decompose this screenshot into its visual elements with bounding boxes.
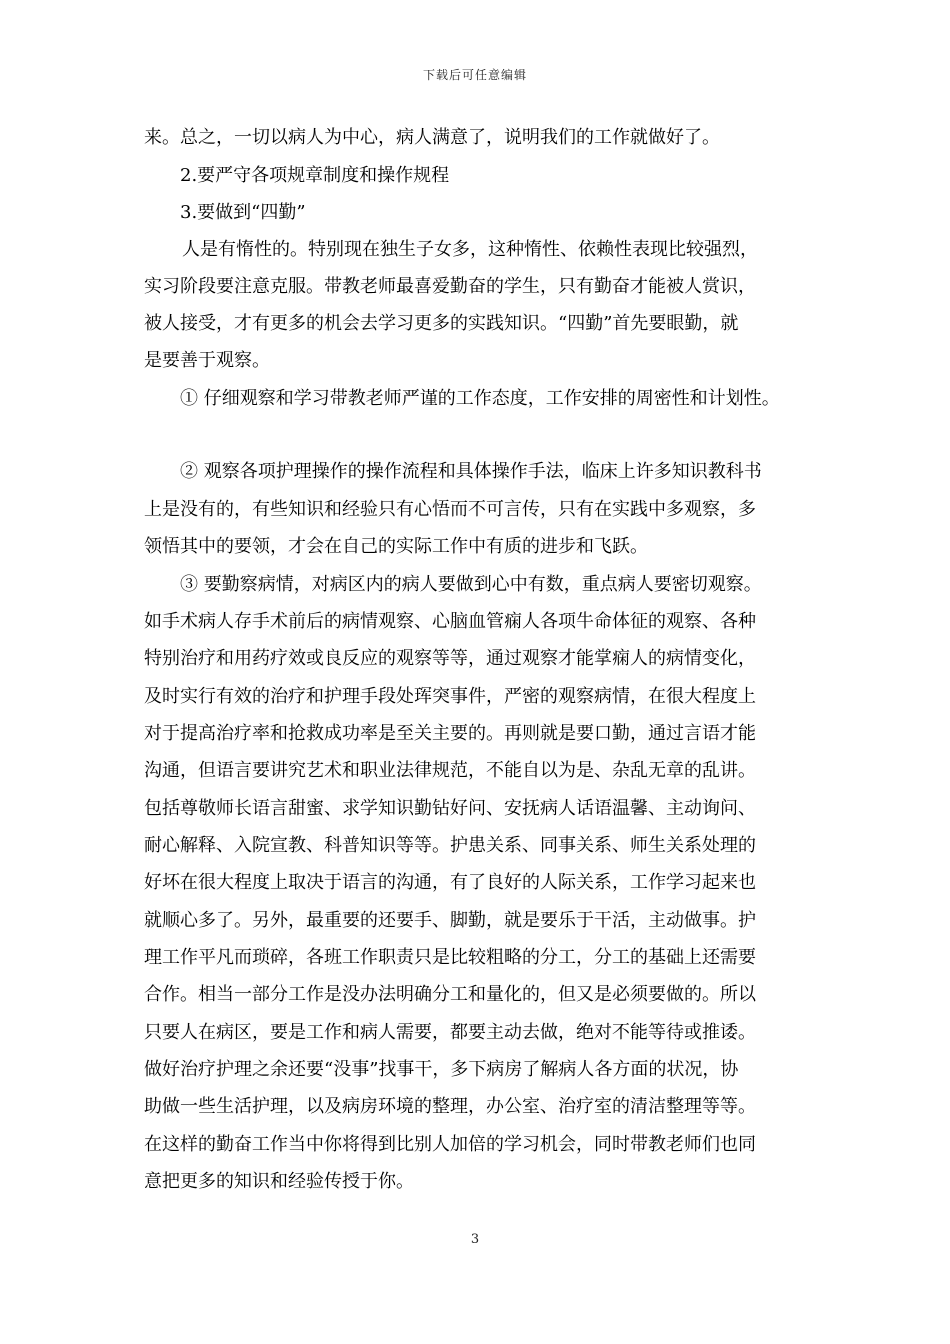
page-header: 下载后可任意编辑 xyxy=(422,68,527,82)
page-number: 3 xyxy=(470,1232,480,1247)
paragraph-line: 做好治疗护理之余还要“没事”找事干，多下病房了解病人各方面的状况，协 xyxy=(144,1059,739,1080)
paragraph-line: 对于提高治疗率和抢救成功率是至关主要的。再则就是要口勤，通过言语才能 xyxy=(144,723,756,744)
paragraph-line: 特别治疗和用药疗效或良反应的观察等等，通过观察才能掌痫人的病情变化， xyxy=(144,648,756,669)
paragraph-line: 沟通，但语言要讲究艺术和职业法律规范，不能自以为是、杂乱无章的乱讲。 xyxy=(144,760,756,781)
paragraph-line: 领悟其中的要领，才会在自己的实际工作中有质的进步和飞跃。 xyxy=(144,536,648,557)
paragraph-line: 在这样的勤奋工作当中你将得到比别人加倍的学习机会，同时带教老师们也同 xyxy=(144,1134,756,1155)
paragraph-line: 耐心解释、入院宣教、科普知识等等。护患关系、同事关系、师生关系处理的 xyxy=(144,835,756,856)
paragraph-line: 及时实行有效的治疗和护理手段处珲突事件，严密的观察病情，在很大程度上 xyxy=(144,686,756,707)
paragraph-line: 好坏在很大程度上取决于语言的沟通，有了良好的人际关系，工作学习起来也 xyxy=(144,872,756,893)
paragraph-line: 人是有惰性的。特别现在独生子女多，这种惰性、依赖性表现比较强烈， xyxy=(182,239,758,260)
paragraph-line: 包括尊敬师长语言甜蜜、求学知识勤钻好问、安抚病人话语温馨、主动询问、 xyxy=(144,798,756,819)
paragraph-line: 来。总之，一切以病人为中心，病人满意了，说明我们的工作就做好了。 xyxy=(144,127,720,148)
paragraph-line: 助做一些生活护理，以及病房环境的整理，办公室、治疗室的清洁整理等等。 xyxy=(144,1096,756,1117)
list-item-2: ② 观察各项护理操作的操作流程和具体操作手法，临床上许多知识教科书 xyxy=(180,461,762,482)
paragraph-line: 只要人在病区，要是工作和病人需要，都要主动去做，绝对不能等待或推诿。 xyxy=(144,1022,756,1043)
list-item-3: ③ 要勤察病情，对病区内的病人要做到心中有数，重点病人要密切观察。 xyxy=(180,574,762,595)
paragraph-line: 被人接受，才有更多的机会去学习更多的实践知识。“四勤”首先要眼勤，就 xyxy=(144,313,739,334)
paragraph-line: 理工作平凡而琐碎，各班工作职责只是比较粗略的分工，分工的基础上还需要 xyxy=(144,947,756,968)
paragraph-line: 实习阶段要注意克服。带教老师最喜爱勤奋的学生，只有勤奋才能被人赏识， xyxy=(144,276,756,297)
section-heading-2: 2.要严守各项规章制度和操作规程 xyxy=(180,165,450,186)
paragraph-line: 合作。相当一部分工作是没办法明确分工和量化的，但又是必须要做的。所以 xyxy=(144,984,756,1005)
section-heading-3: 3.要做到“四勤” xyxy=(180,202,306,223)
paragraph-line: 上是没有的，有些知识和经验只有心悟而不可言传，只有在实践中多观察，多 xyxy=(144,499,756,520)
list-item-1: ① 仔细观察和学习带教老师严谨的工作态度，工作安排的周密性和计划性。 xyxy=(180,388,780,409)
paragraph-line: 如手术病人存手术前后的病情观察、心脑血管痫人各项牛命体征的观察、各种 xyxy=(144,611,756,632)
paragraph-line: 就顺心多了。另外，最重要的还要手、脚勤，就是要乐于干活，主动做事。护 xyxy=(144,910,756,931)
paragraph-line: 意把更多的知识和经验传授于你。 xyxy=(144,1171,414,1192)
paragraph-line: 是要善于观察。 xyxy=(144,350,270,371)
